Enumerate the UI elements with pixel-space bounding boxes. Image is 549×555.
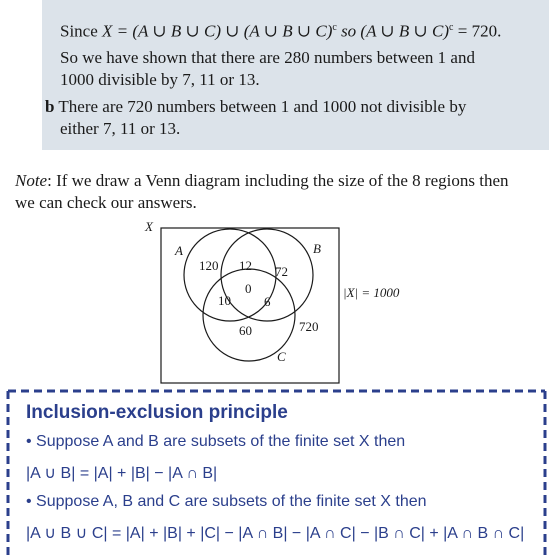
principle-bullet-1: • Suppose A and B are subsets of the finite set X then: [26, 433, 406, 450]
venn-diagram: [135, 215, 425, 385]
note-line-2: we can check our answers.: [15, 193, 197, 212]
region-b-and-c: 6: [264, 294, 271, 309]
region-only-b: 72: [275, 264, 288, 279]
principle-formula-1: |A ∪ B| = |A| + |B| − |A ∩ B|: [26, 465, 218, 482]
solution-box: [42, 0, 549, 150]
solution-line-3: 1000 divisible by 7, 11 or 13.: [60, 70, 260, 89]
region-only-c: 60: [239, 323, 252, 338]
principle-bullet-2: • Suppose A, B and C are subsets of the finite set X then: [26, 493, 427, 510]
set-b-label: B: [313, 241, 321, 256]
principle-title: Inclusion-exclusion principle: [26, 402, 288, 423]
solution-line-2: So we have shown that there are 280 numbers between 1 and: [60, 48, 475, 67]
universe-label: X: [145, 219, 153, 234]
region-a-and-c: 10: [218, 293, 231, 308]
solution-line-1: Since X = (A ∪ B ∪ C) ∪ (A ∪ B ∪ C)$^c$ so (A ∪ B ∪ C)$^c$ = 720.: [60, 21, 502, 41]
cardinality-note: |X| = 1000: [343, 285, 400, 300]
part-b-label: b: [45, 97, 55, 116]
solution-line-4: b There are 720 numbers between 1 and 1000 not divisible by: [45, 97, 467, 116]
note-label: Note: [15, 171, 48, 190]
principle-box: [0, 388, 549, 555]
solution-line-5: either 7, 11 or 13.: [60, 119, 181, 138]
set-a-label: A: [175, 243, 183, 258]
principle-formula-2: |A ∪ B ∪ C| = |A| + |B| + |C| − |A ∩ B| − |A ∩ C| − |B ∩ C| + |A ∩ B ∩ C|: [26, 525, 525, 542]
region-only-a: 120: [199, 258, 219, 273]
region-all-three: 0: [245, 281, 252, 296]
note-line-1: Note: If we draw a Venn diagram including the size of the 8 regions then: [15, 171, 509, 190]
set-c-label: C: [277, 349, 286, 364]
region-outside: 720: [299, 319, 319, 334]
region-a-and-b: 12: [239, 258, 252, 273]
